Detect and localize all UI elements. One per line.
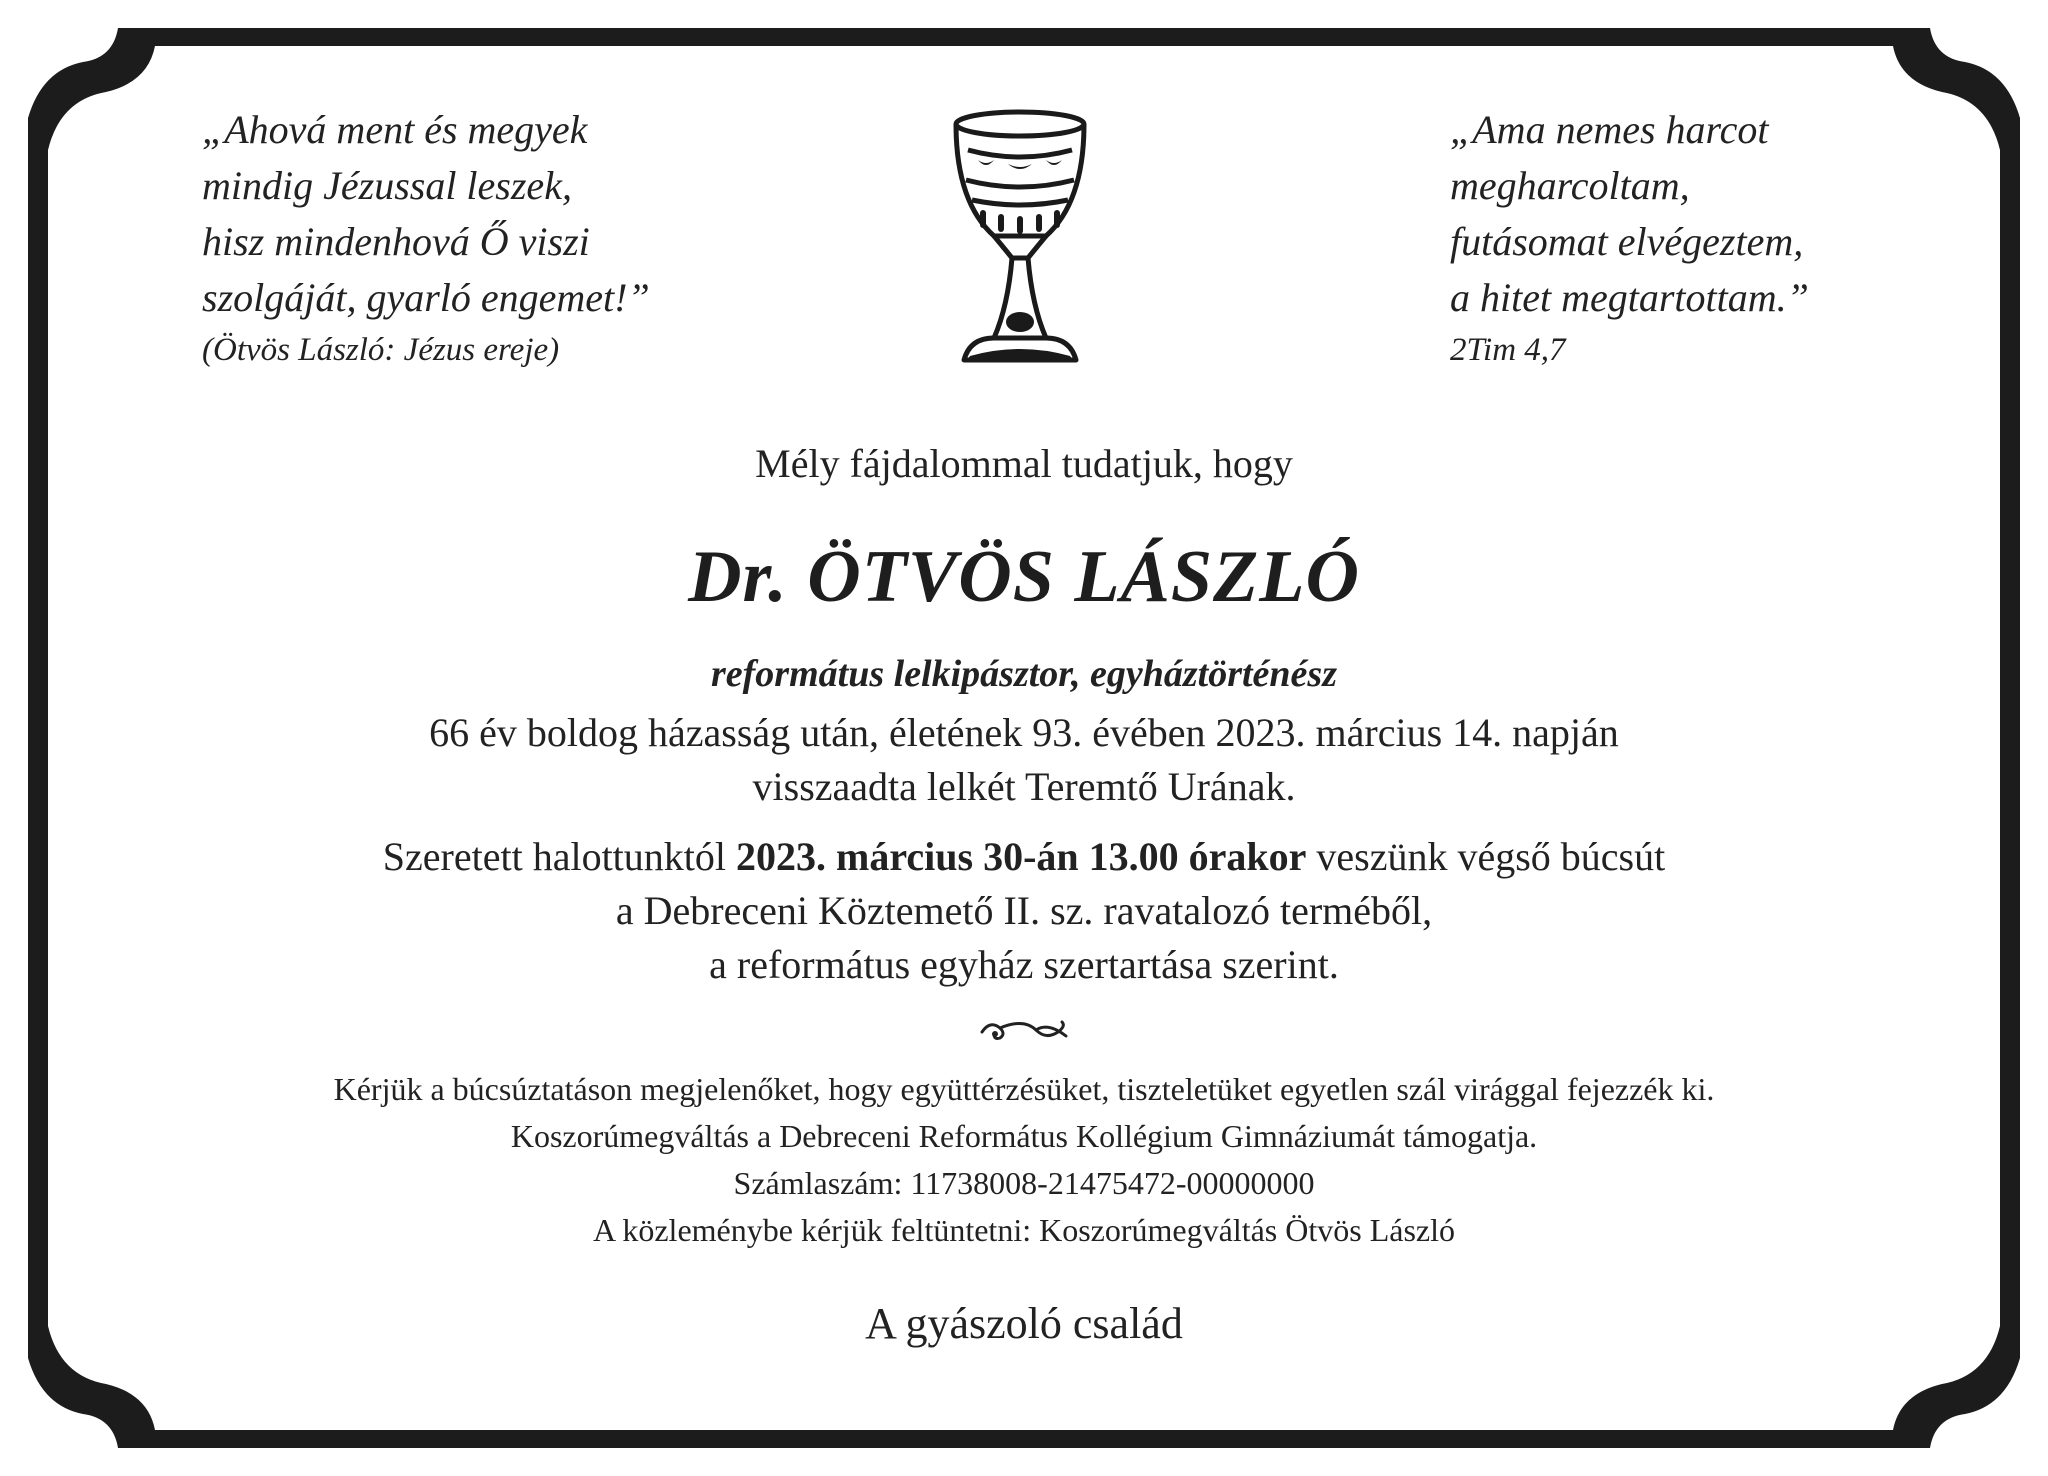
family-signature: A gyászoló család [865, 1299, 1183, 1348]
service-line-1 [0, 830, 2048, 884]
intro-text: Mély fájdalommal tudatjuk, hogy [755, 441, 1293, 486]
donation-notes [0, 1066, 2048, 1254]
service-intro: Szeretett halottunktól [382, 834, 737, 879]
note-line: Koszorúmegváltás a Debreceni Református Kollégium Gimnáziumát támogatja. [510, 1118, 1538, 1154]
right-quote-source: 2Tim 4,7 [1450, 332, 1566, 368]
service-farewell: veszünk végső búcsút [1306, 834, 1666, 879]
life-statement [0, 706, 2048, 814]
note-line: Kérjük a búcsúztatáson megjelenőket, hogy együttérzésüket, tiszteletüket egyetlen szál virággal fejezzék ki. [333, 1071, 1715, 1107]
left-quote-line: mindig Jézussal leszek, [202, 163, 572, 208]
left-quote-line: „Ahová ment és megyek [202, 107, 588, 152]
life-line: visszaadta lelkét Teremtő Urának. [752, 764, 1296, 809]
note-line: A közleménybe kérjük feltüntetni: Koszorúmegváltás Ötvös László [593, 1212, 1455, 1248]
service-date-time: 2023. március 30-án 13.00 órakor [736, 834, 1307, 879]
right-quote-line: a hitet megtartottam.” [1450, 275, 1809, 320]
deceased-role: református lelkipásztor, egyháztörténész [711, 653, 1337, 695]
right-quote-line: futásomat elvégeztem, [1450, 219, 1804, 264]
funeral-details [0, 830, 2048, 992]
chalice-icon [950, 106, 1090, 372]
right-quote-line: megharcoltam, [1450, 163, 1690, 208]
left-quote [202, 102, 650, 374]
deceased-name: Dr. ÖTVÖS LÁSZLÓ [688, 536, 1360, 618]
left-quote-source: (Ötvös László: Jézus ereje) [202, 332, 560, 368]
life-line: 66 év boldog házasság után, életének 93. évében 2023. március 14. napján [429, 710, 1619, 755]
left-quote-line: szolgáját, gyarló engemet!” [202, 275, 650, 320]
right-quote [1450, 102, 1809, 374]
left-quote-line: hisz mindenhová Ő viszi [202, 219, 590, 264]
flourish-ornament-icon [976, 1012, 1072, 1048]
account-number: Számlaszám: 11738008-21475472-00000000 [733, 1165, 1315, 1201]
service-rite: a református egyház szertartása szerint. [709, 942, 1339, 987]
right-quote-line: „Ama nemes harcot [1450, 107, 1769, 152]
service-location: a Debreceni Köztemető II. sz. ravatalozó terméből, [615, 888, 1433, 933]
